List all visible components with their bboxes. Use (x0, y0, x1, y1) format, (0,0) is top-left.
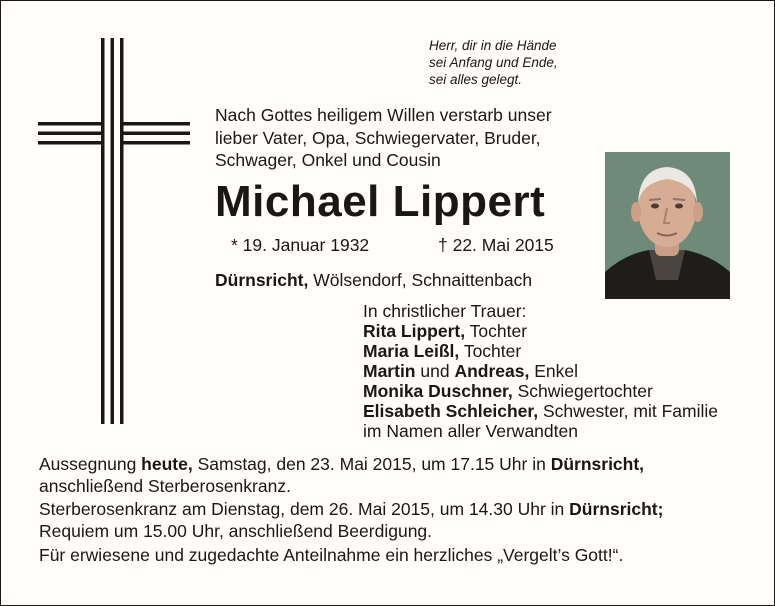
portrait-image (605, 152, 730, 299)
funeral-rite-notice (39, 453, 764, 497)
intro-line: Schwager, Onkel und Cousin (215, 150, 441, 170)
quote-line: sei alles gelegt. (429, 72, 523, 87)
list-item (363, 381, 768, 401)
mourner-name: Rita Lippert, (363, 321, 466, 341)
death-date: † 22. Mai 2015 (438, 235, 554, 255)
notice-emphasis: Dürnsricht, (550, 454, 645, 474)
mourner-name: Andreas, (454, 361, 530, 381)
quote-line: Herr, dir in die Hände (429, 38, 557, 53)
mourner-role: Schwiegertochter (512, 381, 653, 401)
mourner-role: Tochter (465, 321, 528, 341)
notice-emphasis: Dürnsricht; (569, 499, 664, 519)
list-item (363, 321, 768, 341)
notice-line: anschließend Sterberosenkranz. (39, 476, 291, 496)
mourner-name: Martin (363, 361, 416, 381)
notice-emphasis: heute, (141, 454, 193, 474)
notice-text: Samstag, den 23. Mai 2015, um 17.15 Uhr in (192, 454, 551, 474)
mourners-footer: im Namen aller Verwandten (363, 421, 578, 441)
deceased-name: Michael Lippert (215, 177, 546, 226)
portrait-photo (605, 152, 730, 299)
notice-line (39, 498, 764, 520)
list-item (363, 401, 768, 421)
mourner-role: Tochter (459, 341, 522, 361)
intro-line: Nach Gottes heiligem Willen verstarb unser (215, 105, 552, 125)
intro-text (215, 104, 595, 172)
mourner-role: Enkel (529, 361, 578, 381)
notice-line: Requiem um 15.00 Uhr, anschließend Beerdigung. (39, 521, 433, 541)
list-item (363, 341, 768, 361)
mourner-role: Schwester, mit Familie (538, 401, 718, 421)
mourner-name: Elisabeth Schleicher, (363, 401, 539, 421)
quote-line: sei Anfang und Ende, (429, 55, 558, 70)
mourner-name: Maria Leißl, (363, 341, 460, 361)
mourner-name: Monika Duschner, (363, 381, 513, 401)
places (215, 269, 532, 291)
list-item (363, 361, 768, 381)
birth-date: * 19. Januar 1932 (231, 235, 370, 255)
notice-text: Sterberosenkranz am Dienstag, dem 26. Mai 2015, um 14.30 Uhr in (39, 499, 570, 519)
notice-text: Aussegnung (39, 454, 142, 474)
other-places: Wölsendorf, Schnaittenbach (308, 270, 533, 290)
intro-line: lieber Vater, Opa, Schwiegervater, Bruder, (215, 127, 541, 148)
cross-icon (38, 38, 190, 424)
bible-quote (429, 37, 729, 88)
notice-line (39, 453, 764, 475)
main-place: Dürnsricht, (215, 270, 309, 290)
mourners-heading: In christlicher Trauer: (363, 301, 527, 321)
rosary-notice (39, 498, 764, 542)
thanks-notice: Für erwiesene und zugedachte Anteilnahme ein herzliches „Vergelt’s Gott!“. (39, 545, 624, 565)
connector-text: und (415, 361, 455, 381)
mourners-list (363, 301, 768, 441)
